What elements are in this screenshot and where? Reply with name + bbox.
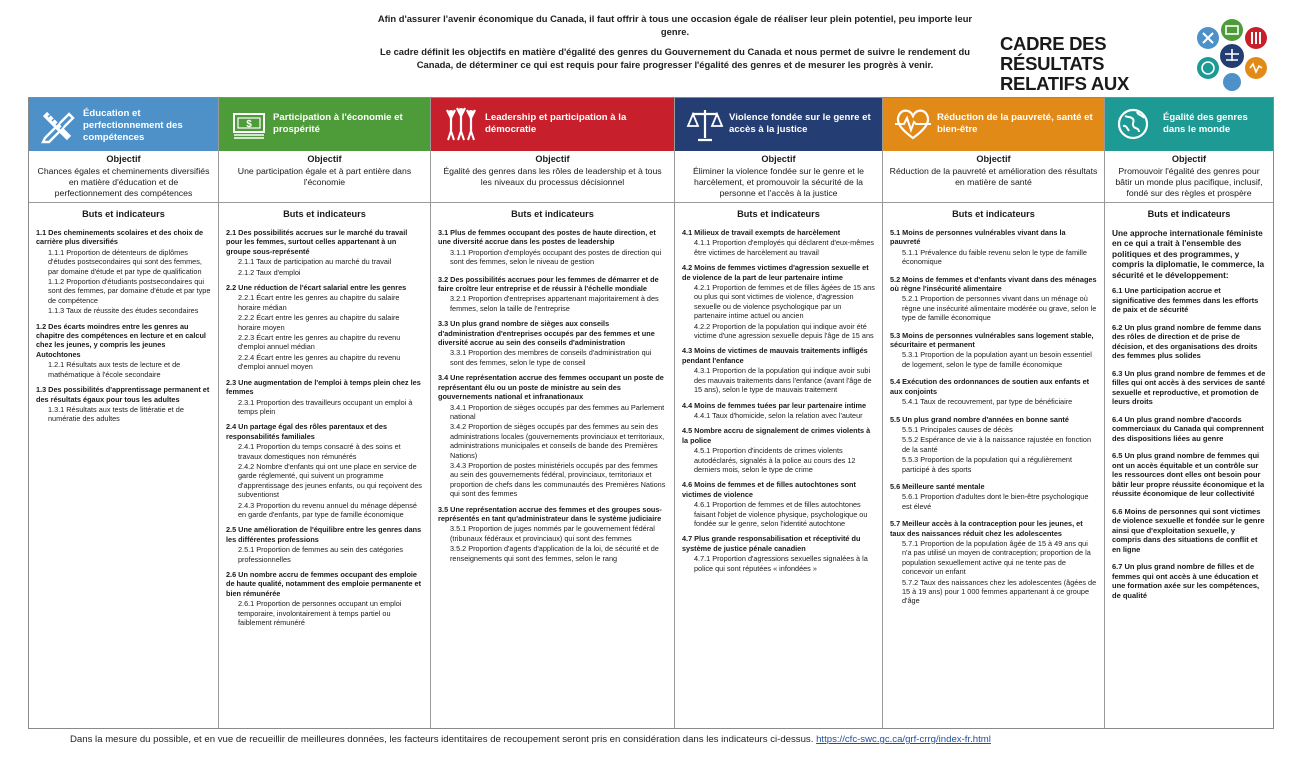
people-raised-arms-icon (441, 104, 481, 144)
world-intro: Une approche internationale féministe en ce qui a trait à l'ensemble des politiques et des programmes, y compris la diplomatie, le commerce, la sécurité et le développement: (1112, 228, 1265, 280)
indicator-5-2-1: 5.2.1 Proportion de personnes vivant dans un ménage où règne une insécurité alimentaire modérée ou grave, selon le type de famille économique (902, 294, 1097, 323)
logo-dot-poverty (1245, 57, 1267, 79)
indicator-3-4-1: 3.4.1 Proportion de sièges occupés par des femmes au Parlement national (450, 402, 665, 421)
column-leadership (431, 98, 675, 728)
goal-2-4: 2.4 Un partage égal des rôles parentaux et des responsabilités familiales (226, 422, 387, 441)
indicator-5-7-1: 5.7.1 Proportion de la population âgée de 15 à 49 ans qui n'a pas utilisé un moyen de contraception; proportion de la population sexuellement active qui ne tente pas de concevoir un enfant (902, 538, 1091, 577)
objective-leadership (431, 151, 674, 203)
objective-poverty (883, 151, 1104, 203)
goal-4-2: 4.2 Moins de femmes victimes d'agression sexuelle et de violence de la part de leur partenaire intime (682, 263, 869, 282)
goals-economy (219, 203, 430, 627)
column-economy (219, 98, 431, 728)
intro-paragraph-2: Le cadre définit les objectifs en matière d'égalité des genres du Gouvernement du Canada et nous permet de suivre le rendement du Canada, de déterminer ce qui est requis pour faire progresser l'égalité des genres et de mesurer les progrès à venir. (380, 45, 970, 71)
header-leadership-title: Leadership et participation à la démocratie (485, 112, 627, 135)
objective-text: Réduction de la pauvreté et amélioration des résultats en matière de santé (889, 166, 1098, 188)
header-leadership (431, 98, 674, 151)
objective-label: Objectif (106, 154, 141, 164)
indicator-4-6-1: 4.6.1 Proportion de femmes et de filles autochtones faisant l'objet de violence physique, psychologique ou fondée sur le genre, selon l'identité autochtone (694, 500, 868, 528)
indicator-2-4-2: 2.4.2 Nombre d'enfants qui ont une place en service de garde réglementé, qui suivent un programme d'apprentissage des jeunes enfants, ou qui reçoivent des subventionst (238, 461, 422, 500)
goals-label: Buts et indicateurs (511, 209, 594, 219)
indicator-3-2-1: 3.2.1 Proportion d'entreprises appartenant majoritairement à des femmes, selon la taille de l'entreprise (450, 294, 659, 313)
indicator-5-3-1: 5.3.1 Proportion de la population ayant un besoin essentiel de logement, selon le type de famille économique (902, 350, 1092, 369)
goal-6-2: 6.2 Un plus grand nombre de femme dans des rôles de direction et de prise de décision, et des organisations des droits des femmes plus solides (1112, 322, 1262, 361)
goals-education (29, 203, 218, 424)
goal-3-1: 3.1 Plus de femmes occupant des postes de haute direction, et une diversité accrue dans les postes de leadership (438, 228, 656, 247)
indicator-3-4-2: 3.4.2 Proportion de sièges occupés par des femmes au sein des administrations locales (gouvernements provinciaux et territoriaux, administrations municipales et conseils de bande des Premières Nations) (450, 422, 665, 460)
header-economy (219, 98, 430, 151)
indicator-5-1-1: 5.1.1 Prévalence du faible revenu selon le type de famille économique (902, 247, 1087, 267)
goals-label: Buts et indicateurs (82, 209, 165, 219)
goal-5-5: 5.5 Un plus grand nombre d'années en bonne santé (890, 414, 1069, 424)
footer-text: Dans la mesure du possible, et en vue de recueillir de meilleures données, les facteurs identitaires de recoupement seront pris en considération dans les indicateurs ci-dessus. (70, 734, 814, 745)
logo-dot-economy (1221, 19, 1243, 41)
goal-4-1: 4.1 Milieux de travail exempts de harcèlement (682, 228, 841, 237)
objective-label: Objectif (761, 154, 796, 164)
objective-label: Objectif (535, 154, 570, 164)
goal-6-4: 6.4 Un plus grand nombre d'accords commerciaux du Canada qui comprennent des dispositions liées au genre (1112, 414, 1264, 443)
goal-2-5: 2.5 Une amélioration de l'équilibre entre les genres dans les différentes professions (226, 525, 422, 544)
goals-label: Buts et indicateurs (737, 209, 820, 219)
goal-2-3: 2.3 Une augmentation de l'emploi à temps plein chez les femmes (226, 377, 421, 397)
indicator-4-3-1: 4.3.1 Proportion de la population qui indique avoir subi des mauvais traitements dans l'enfance (avant l'âge de 15 ans), selon le type de mauvais traitement (694, 366, 872, 395)
header-education-title: Éducation et perfectionnement des compétences (83, 108, 183, 143)
goal-4-6: 4.6 Moins de femmes et de filles autochtones sont victimes de violence (682, 480, 856, 499)
goals-label: Buts et indicateurs (1147, 209, 1231, 219)
pencil-ruler-icon (39, 104, 79, 144)
goal-4-7: 4.7 Plus grande responsabilisation et réceptivité du système de justice pénale canadien (682, 534, 861, 553)
goal-3-3: 3.3 Un plus grand nombre de sièges aux conseils d'administration d'entreprises occupés par des femmes et une diversité accrue au sein des conseils d'administration (438, 319, 655, 348)
objective-violence (675, 151, 882, 203)
indicator-2-6-1: 2.6.1 Proportion de personnes occupant un emploi temporaire, involontairement à temps partiel ou faiblement rémunéré (238, 599, 402, 628)
goals-poverty (883, 203, 1104, 606)
column-violence (675, 98, 883, 728)
globe-icon (1115, 104, 1155, 144)
column-education (29, 98, 219, 728)
objective-world (1105, 151, 1273, 203)
goal-1-2: 1.2 Des écarts moindres entre les genres au chapitre des compétences en lecture et en calcul chez les jeunes, y compris les jeunes Autochtones (36, 321, 206, 359)
goal-6-6: 6.6 Moins de personnes qui sont victimes de violence sexuelle et fondée sur le genre ainsi que d'exploitation sexuelle, y compris dans des situations de conflit et en ligne (1112, 506, 1265, 554)
objective-text: Égalité des genres dans les rôles de leadership et à tous les niveaux du processus décisionnel (443, 166, 662, 188)
indicator-3-3-1: 3.3.1 Proportion des membres de conseils d'administration qui sont des femmes, selon le type de conseil (450, 348, 652, 367)
results-framework-table (28, 97, 1274, 729)
goal-3-2: 3.2 Des possibilités accrues pour les femmes de démarrer et de faire croître leur entreprise et de réussir à l'échelle mondiale (438, 274, 659, 294)
indicator-1-1-1: 1.1.1 Proportion de détenteurs de diplômes d'études postsecondaires qui sont des femmes, par domaine d'étude et par type de qualification (48, 247, 202, 276)
goals-label: Buts et indicateurs (283, 209, 366, 219)
goal-2-1: 2.1 Des possibilités accrues sur le marché du travail pour les femmes, surtout celles appartenant à un groupe sous-représenté (226, 228, 408, 256)
footer-link[interactable]: https://cfc-swc.gc.ca/grf-crrg/index-fr.html (816, 734, 991, 745)
indicator-3-4-3: 3.4.3 Proportion de postes ministériels occupés par des femmes au sein des gouvernements fédéral, provinciaux, territoriaux et proportion de chefs dans les communautés des Premières Nations qui sont des femmes (450, 460, 666, 499)
indicator-5-6-1: 5.6.1 Proportion d'adultes dont le bien-être psychologique est élevé (902, 492, 1089, 511)
goal-4-5: 4.5 Nombre accru de signalement de crimes violents à la police (682, 426, 871, 445)
intro (372, 12, 978, 72)
logo-title-line-1: CADRE DES RÉSULTATS (1000, 33, 1107, 74)
objective-text: Une participation égale et à part entière dans l'économie (237, 166, 412, 188)
objective-label: Objectif (307, 154, 342, 164)
objective-text: Promouvoir l'égalité des genres pour bâtir un monde plus pacifique, inclusif, fondé sur des règles et prospère (1115, 166, 1263, 199)
goal-6-3: 6.3 Un plus grand nombre de femmes et de filles qui ont accès à des services de santé sexuelle et reproductive, et promotion de leurs droits (1112, 368, 1266, 407)
indicator-4-1-1: 4.1.1 Proportion d'employés qui déclarent d'eux-mêmes être victimes de harcèlement au travail (694, 238, 875, 257)
indicator-5-4-1: 5.4.1 Taux de recouvrement, par type de bénéficiaire (902, 397, 1073, 407)
indicator-2-5-1: 2.5.1 Proportion de femmes au sein des catégories professionnelles (238, 545, 404, 564)
indicator-4-7-1: 4.7.1 Proportion d'agressions sexuelles signalées à la police qui sont réputées « infondées » (694, 554, 868, 573)
indicator-1-1-3: 1.1.3 Taux de réussite des études secondaires (48, 306, 199, 316)
objective-text: Chances égales et cheminements diversifiés en matière d'éducation et de perfectionnement des compétences (37, 166, 210, 199)
goals-violence (675, 203, 882, 573)
goal-5-7: 5.7 Meilleur accès à la contraception pour les jeunes, et taux des naissances réduit chez les adolescentes (890, 519, 1083, 538)
indicator-3-5-2: 3.5.2 Proportion d'agents d'application de la loi, de sécurité et de renseignements qui sont des femmes, selon le rang (450, 544, 659, 563)
indicator-2-2-1: 2.2.1 Écart entre les genres au chapitre du salaire horaire médian (238, 293, 400, 312)
goal-3-4: 3.4 Une représentation accrue des femmes occupant un poste de représentant élu ou un poste de ministre au sein des gouvernements national et infranationaux (438, 373, 664, 402)
header-economy-title: Participation à l'économie et prospérité (273, 112, 403, 135)
heartbeat-icon (893, 104, 933, 144)
header-poverty-title: Réduction de la pauvreté, santé et bien-être (937, 112, 1093, 135)
goal-1-3: 1.3 Des possibilités d'apprentissage permanent et des résultats égaux pour tous les adultes (36, 385, 210, 404)
goal-5-1: 5.1 Moins de personnes vulnérables vivant dans la pauvreté (890, 228, 1066, 247)
goal-5-2: 5.2 Moins de femmes et d'enfants vivant dans des ménages où règne l'insécurité alimentaire (890, 274, 1097, 294)
footer-note (70, 734, 1170, 746)
objective-label: Objectif (976, 154, 1011, 164)
indicator-2-2-2: 2.2.2 Écart entre les genres au chapitre du salaire horaire moyen (238, 313, 400, 332)
indicator-2-2-4: 2.2.4 Écart entre les genres au chapitre du revenu d'emploi annuel moyen (238, 352, 401, 372)
goal-4-3: 4.3 Moins de victimes de mauvais traitements infligés pendant l'enfance (682, 346, 868, 365)
header-violence-title: Violence fondée sur le genre et accès à la justice (729, 112, 871, 135)
logo-dot-world (1197, 57, 1219, 79)
goal-2-6: 2.6 Un nombre accru de femmes occupant des emploie de haute qualité, notamment des emploie permanente et bien rémunérée (226, 570, 422, 598)
header-violence (675, 98, 882, 151)
objective-education (29, 151, 218, 203)
indicator-2-2-3: 2.2.3 Écart entre les genres au chapitre du revenu d'emploi annuel médian (238, 333, 401, 352)
header-poverty (883, 98, 1104, 151)
goal-6-7: 6.7 Un plus grand nombre de filles et de femmes qui ont accès à une éducation et une formation axée sur les compétences, de qualité (1112, 562, 1260, 600)
goal-2-2: 2.2 Une réduction de l'écart salarial entre les genres (226, 283, 407, 293)
goal-4-4: 4.4 Moins de femmes tuées par leur partenaire intime (682, 400, 867, 410)
goals-label: Buts et indicateurs (952, 209, 1035, 219)
objective-label: Objectif (1171, 154, 1207, 164)
indicator-1-1-2: 1.1.2 Proportion d'étudiants postsecondaires qui sont des femmes, par domaine d'étude et par type de compétence (48, 277, 211, 305)
indicator-5-7-2: 5.7.2 Taux des naissances chez les adolescentes (âgées de 15 à 19 ans) pour 1 000 femmes appartenant à ce groupe d'âge (902, 577, 1097, 606)
header-world (1105, 98, 1273, 151)
indicator-3-5-1: 3.5.1 Proportion de juges nommés par le gouvernement fédéral (tribunaux fédéraux et provinciaux) qui sont des femmes (450, 524, 655, 543)
goal-6-1: 6.1 Une participation accrue et significative des femmes dans les efforts de paix et de sécurité (1112, 286, 1259, 315)
svg-text:$: $ (246, 119, 252, 130)
indicator-5-5-3: 5.5.3 Proportion de la population qui a régulièrement participé à des sports (902, 455, 1072, 474)
goal-5-4: 5.4 Exécution des ordonnances de soutien aux enfants et aux conjoints (890, 377, 1090, 396)
indicator-4-2-1: 4.2.1 Proportion de femmes et de filles âgées de 15 ans ou plus qui sont victimes de violence, d'agression sexuelle ou de violence psychologique par un partenaire intime actuel ou ancien (694, 283, 875, 321)
justice-scales-icon (685, 104, 725, 144)
objective-economy (219, 151, 430, 203)
column-world (1105, 98, 1273, 728)
logo-title-line-2: RELATIFS AUX (1000, 73, 1129, 94)
goal-6-5: 6.5 Un plus grand nombre de femmes qui ont un accès équitable et un contrôle sur les ressources dont elles ont besoin pour bâtir leur propre réussite économique et la réussite économique de leur collectivité (1112, 451, 1265, 499)
indicator-4-4-1: 4.4.1 Taux d'homicide, selon la relation avec l'auteur (694, 410, 863, 420)
logo-wheel-icon (1186, 18, 1278, 94)
indicator-2-4-3: 2.4.3 Proportion du revenu annuel du ménage dépensé en garde d'enfants, par type de famille économique (238, 500, 417, 519)
indicator-2-1-2: 2.1.2 Taux d'emploi (238, 267, 301, 277)
indicator-5-5-1: 5.5.1 Principales causes de décès (902, 424, 1013, 434)
goals-world (1105, 203, 1273, 600)
goal-1-1: 1.1 Des cheminements scolaires et des choix de carrière plus diversifiés (36, 228, 204, 247)
indicator-2-1-1: 2.1.1 Taux de participation au marché du travail (238, 257, 392, 267)
goals-leadership (431, 203, 674, 563)
goal-5-6: 5.6 Meilleure santé mentale (890, 481, 985, 491)
indicator-4-2-2: 4.2.2 Proportion de la population qui indique avoir été victime d'une agression sexuelle depuis l'âge de 15 ans (694, 321, 874, 341)
indicator-5-5-2: 5.5.2 Espérance de vie à la naissance rajustée en fonction de la santé (902, 435, 1092, 454)
goal-5-3: 5.3 Moins de personnes vulnérables sans logement stable, sécuritaire et permanent (890, 330, 1094, 350)
indicator-4-5-1: 4.5.1 Proportion d'incidents de crimes violents autodéclarés, signalés à la police au cours des 12 derniers mois, selon le type de crime (694, 446, 856, 474)
intro-paragraph-1: Afin d'assurer l'avenir économique du Canada, il faut offrir à tous une occasion égale de réaliser leur plein potentiel, peu importe leur genre. (377, 13, 973, 38)
objective-text: Éliminer la violence fondée sur le genre et le harcèlement, et promouvoir la sécurité de la personne et l'accès à la justice (693, 166, 864, 199)
goal-3-5: 3.5 Une représentation accrue des femmes et des groupes sous-représentés en tant qu'administrateur dans le système judiciaire (438, 504, 662, 523)
header-education (29, 98, 218, 151)
indicator-3-1-1: 3.1.1 Proportion d'employés occupant des postes de direction qui sont des femmes, selon le niveau de gestion (450, 247, 662, 267)
indicator-1-3-1: 1.3.1 Résultats aux tests de littératie et de numératie des adultes (48, 404, 184, 424)
header-world-title: Égalité des genres dans le monde (1163, 112, 1248, 135)
indicator-2-3-1: 2.3.1 Proportion des travailleurs occupant un emploi à temps plein (238, 397, 413, 416)
money-bills-icon (229, 104, 269, 144)
indicator-1-2-1: 1.2.1 Résultats aux tests de lecture et de mathématique à l'école secondaire (48, 360, 181, 379)
indicator-2-4-1: 2.4.1 Proportion du temps consacré à des soins et travaux domestiques non rémunérés (238, 442, 401, 461)
logo-dot-small-1 (1223, 73, 1241, 91)
column-poverty (883, 98, 1105, 728)
